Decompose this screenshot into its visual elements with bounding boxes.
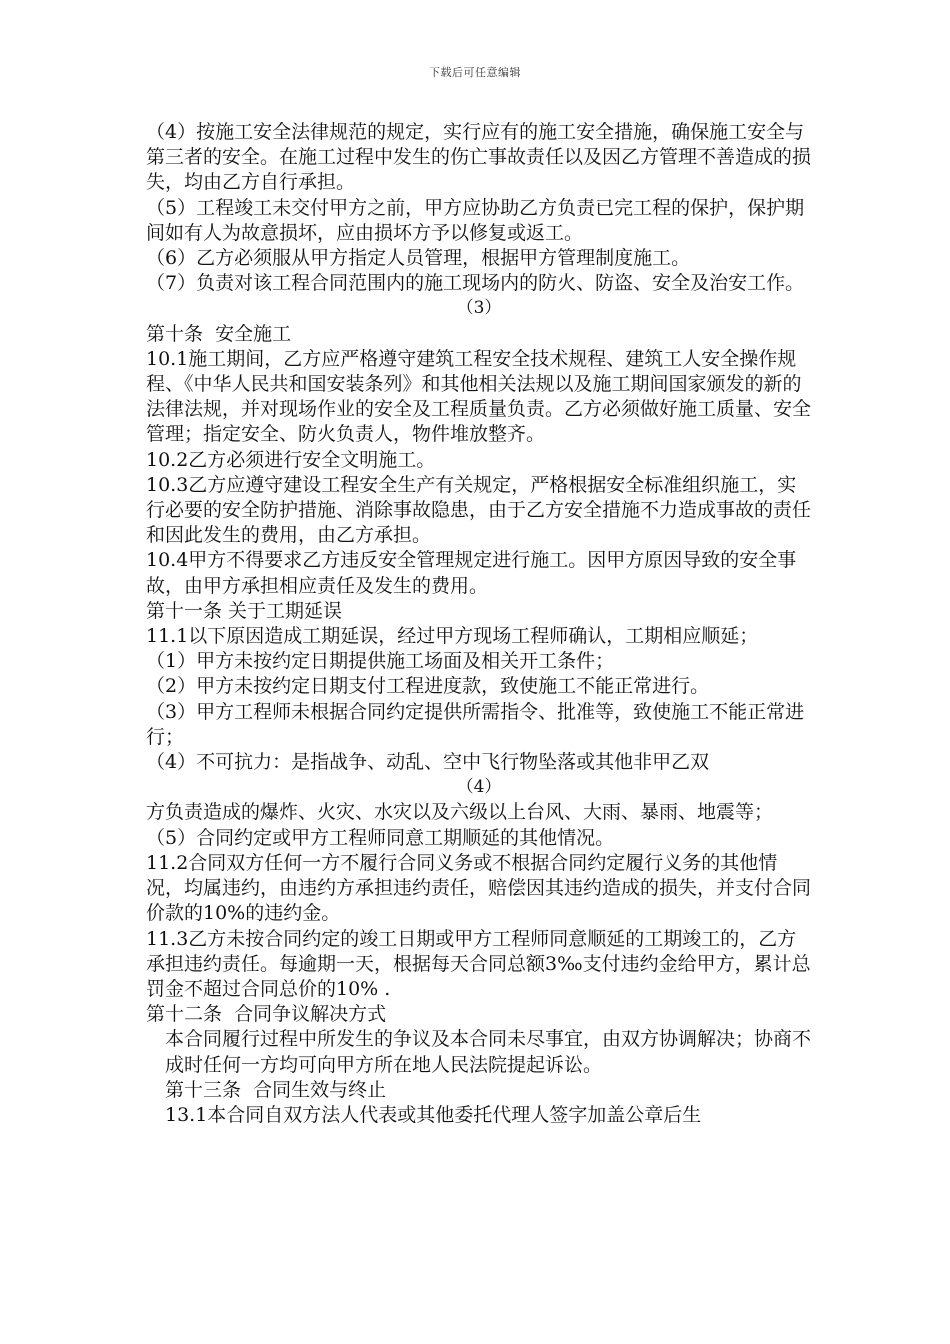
- page-header: 下载后可任意编辑: [429, 66, 521, 79]
- paragraph: 11.3乙方未按合同约定的竣工日期或甲方工程师同意顺延的工期竣工的，乙方承担违约责任。每逾期一天，根据每天合同总额3‰支付违约金给甲方，累计总罚金不超过合同总价的10% .: [146, 927, 811, 1000]
- paragraph: 本合同履行过程中所发生的争议及本合同未尽事宜，由双方协调解决；协商不成时任何一方均可向甲方所在地人民法院提起诉讼。: [165, 1028, 812, 1076]
- paragraph: 10.3乙方应遵守建设工程安全生产有关规定，严格根据安全标准组织施工，实行必要的安全防护措施、消除事故隐患，由于乙方安全措施不力造成事故的责任和因此发生的费用，由乙方承担。: [146, 473, 812, 547]
- page-number: （3）: [456, 298, 502, 319]
- paragraph: 10.2乙方必须进行安全文明施工。: [146, 448, 436, 471]
- paragraph: （4）按施工安全法律规范的规定，实行应有的施工安全措施，确保施工安全与第三者的安全。在施工过程中发生的伤亡事故责任以及因乙方管理不善造成的损失，均由乙方自行承担。: [146, 121, 812, 194]
- paragraph: （4）不可抗力：是指战争、动乱、空中飞行物坠落或其他非甲乙双: [146, 751, 710, 774]
- paragraph: 13.1本合同自双方法人代表或其他委托代理人签字加盖公章后生: [165, 1103, 702, 1126]
- paragraph: （7）负责对该工程合同范围内的施工现场内的防火、防盗、安全及治安工作。: [146, 272, 805, 295]
- paragraph: 第十一条 关于工期延误: [146, 599, 343, 622]
- paragraph: 第十二条 合同争议解决方式: [146, 1003, 387, 1026]
- paragraph: （5）合同约定或甲方工程师同意工期顺延的其他情况。: [146, 826, 615, 849]
- paragraph: 第十条 安全施工: [146, 322, 292, 345]
- paragraph: 方负责造成的爆炸、火灾、水灾以及六级以上台风、大雨、暴雨、地震等；: [146, 801, 774, 824]
- paragraph: 11.2合同双方任何一方不履行合同义务或不根据合同约定履行义务的其他情况，均属违约，由违约方承担违约责任，赔偿因其违约造成的损失，并支付合同价款的10%的违约金。: [146, 851, 812, 925]
- paragraph: （5）工程竣工未交付甲方之前，甲方应协助乙方负责已完工程的保护，保护期间如有人为故意损坏，应由损坏方予以修复或返工。: [146, 196, 805, 244]
- paragraph: （1）甲方未按约定日期提供施工场面及相关开工条件；: [146, 650, 615, 673]
- paragraph: 第十三条 合同生效与终止: [165, 1078, 387, 1101]
- paragraph: 10.1施工期间，乙方应严格遵守建筑工程安全技术规程、建筑工人安全操作规程、《中华人民共和国安装条列》和其他相关法规以及施工期间国家颁发的新的法律法规，并对现场作业的安全及工程质量负责。乙方必须做好施工质量、安全管理；指定安全、防火负责人，物件堆放整齐。: [146, 347, 812, 446]
- paragraph: （6）乙方必须服从甲方指定人员管理，根据甲方管理制度施工。: [146, 247, 691, 270]
- paragraph: 11.1以下原因造成工期延误，经过甲方现场工程师确认，工期相应顺延；: [146, 625, 759, 648]
- paragraph: （3）甲方工程师未根据合同约定提供所需指令、批准等，致使施工不能正常进行；: [146, 700, 805, 748]
- paragraph: 10.4甲方不得要求乙方违反安全管理规定进行施工。因甲方原因导致的安全事故，由甲方承担相应责任及发生的费用。: [146, 549, 797, 597]
- document-body: [146, 120, 812, 1128]
- paragraph: （2）甲方未按约定日期支付工程进度款，致使施工不能正常进行。: [146, 675, 710, 698]
- page-number: （4）: [456, 777, 502, 798]
